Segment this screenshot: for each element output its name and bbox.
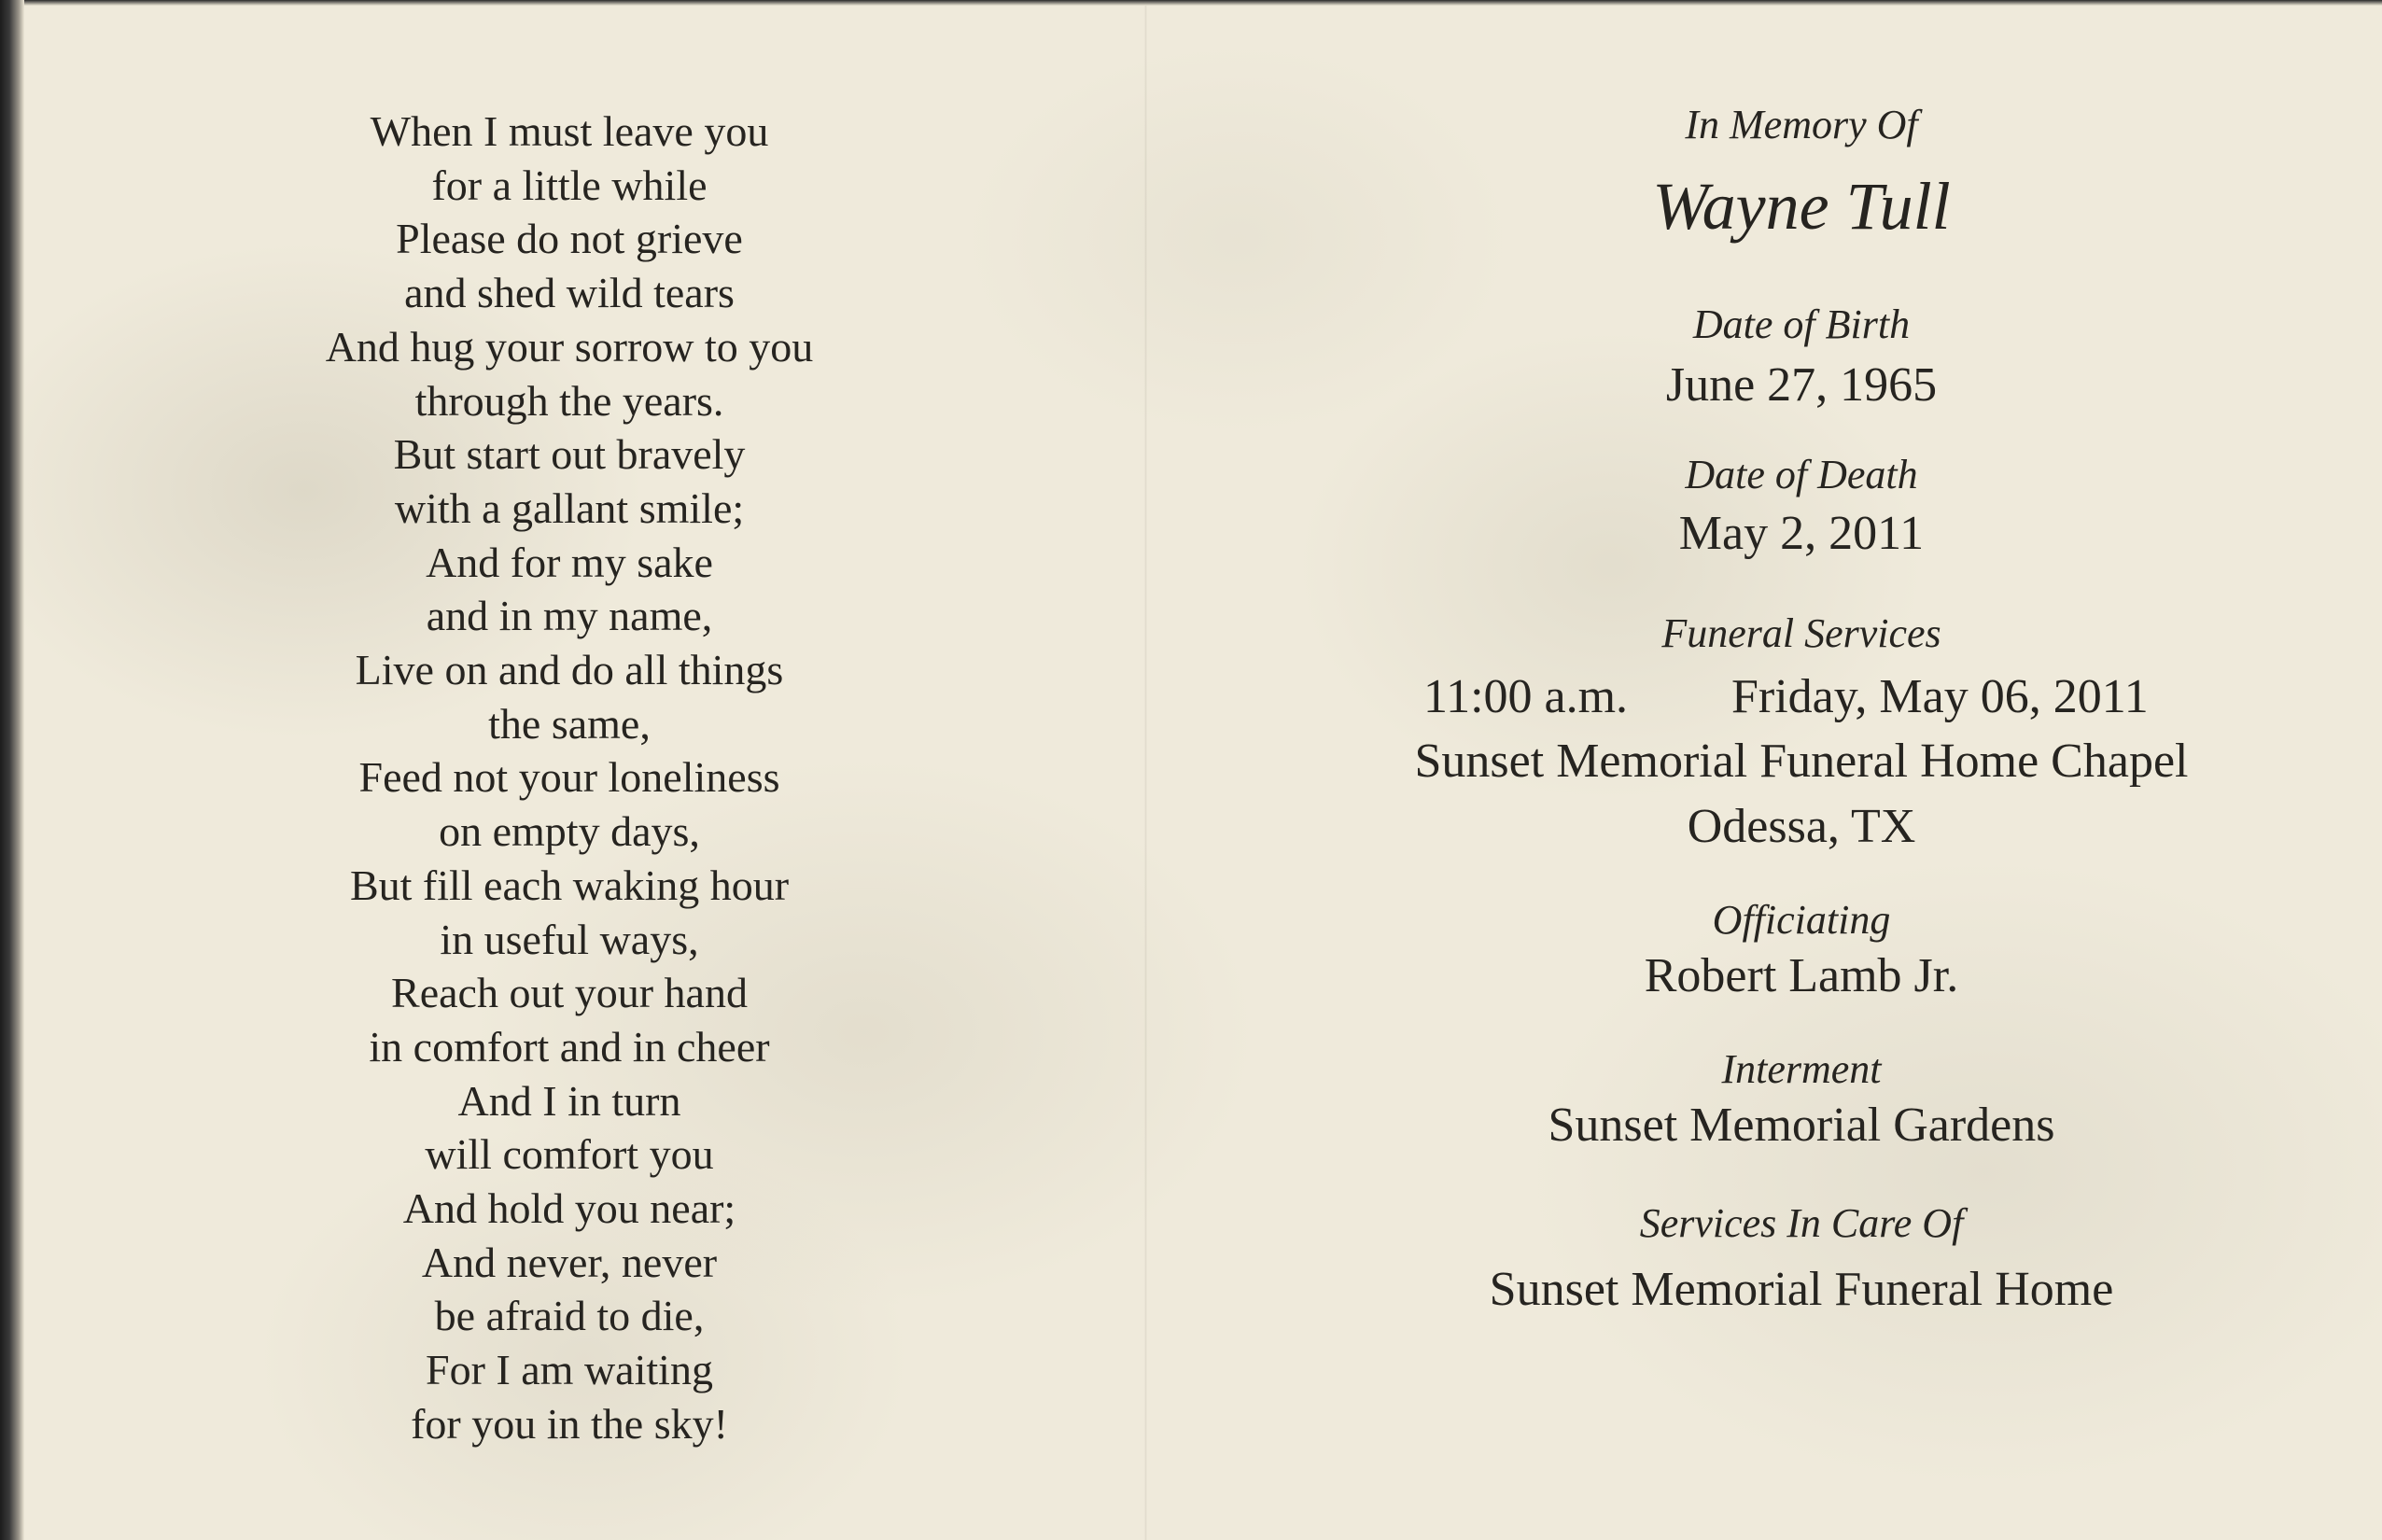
officiating-label: Officiating: [1712, 897, 1891, 943]
poem-line: for a little while: [431, 161, 708, 209]
death-label: Date of Death: [1685, 452, 1918, 497]
in-memory-heading: In Memory Of: [1685, 102, 1918, 147]
poem-line: When I must leave you: [370, 107, 769, 155]
poem-line: Reach out your hand: [391, 969, 748, 1017]
poem-line: in comfort and in cheer: [369, 1022, 770, 1071]
poem-line: with a gallant smile;: [394, 483, 745, 532]
poem-line: the same,: [488, 699, 651, 748]
memorial-details: [1288, 0, 2315, 1534]
service-city: Odessa, TX: [1687, 800, 1916, 853]
birth-label: Date of Birth: [1692, 301, 1911, 347]
center-fold: [1144, 6, 1147, 1540]
birth-date: June 27, 1965: [1665, 358, 1938, 412]
service-time: 11:00 a.m.: [1423, 670, 1629, 723]
poem-line: on empty days,: [439, 807, 700, 856]
care-label: Services In Care Of: [1639, 1200, 1964, 1246]
poem-line: And I in turn: [457, 1076, 681, 1125]
poem-line: and in my name,: [426, 592, 713, 640]
death-date: May 2, 2011: [1678, 507, 1925, 560]
poem-line: and shed wild tears: [404, 269, 735, 317]
poem-line: in useful ways,: [440, 915, 699, 963]
poem-line: Please do not grieve: [396, 215, 743, 263]
care-provider: Sunset Memorial Funeral Home: [1489, 1263, 2114, 1316]
officiant-name: Robert Lamb Jr.: [1644, 949, 1959, 1002]
funeral-services-label: Funeral Services: [1661, 610, 1941, 656]
poem-line: And never, never: [421, 1238, 718, 1286]
service-date: Friday, May 06, 2011: [1731, 670, 2149, 723]
poem-line: For I am waiting: [426, 1346, 713, 1394]
poem-line: Live on and do all things: [355, 646, 784, 694]
poem: [243, 105, 896, 1451]
interment-label: Interment: [1721, 1046, 1882, 1092]
poem-line: through the years.: [414, 376, 724, 425]
interment-place: Sunset Memorial Gardens: [1548, 1099, 2055, 1152]
poem-line: But fill each waking hour: [349, 861, 790, 909]
deceased-name: Wayne Tull: [1652, 169, 1951, 244]
poem-line: Feed not your loneliness: [358, 753, 780, 802]
poem-line: for you in the sky!: [411, 1399, 728, 1448]
poem-line: be afraid to die,: [434, 1292, 705, 1340]
poem-line: And for my sake: [426, 538, 713, 586]
poem-line: will comfort you: [425, 1130, 714, 1179]
service-location: Sunset Memorial Funeral Home Chapel: [1414, 735, 2189, 788]
scan-left-edge: [0, 0, 24, 1540]
poem-line: And hold you near;: [402, 1184, 736, 1233]
poem-line: And hug your sorrow to you: [325, 322, 814, 371]
poem-line: But start out bravely: [393, 430, 746, 479]
